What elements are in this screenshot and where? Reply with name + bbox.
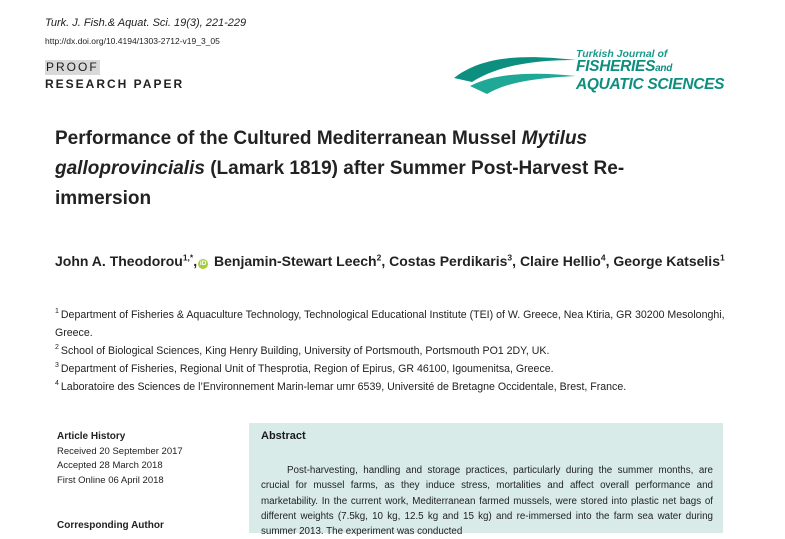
affiliation-item: $^4$ Laboratoire des Sciences de l’Environnement Marin-lemar umr 6539, Université de Bretagne Occidentale, Brest, France. — [55, 380, 627, 393]
received-date: Received 20 September 2017 — [57, 445, 183, 457]
journal-reference: Turk. J. Fish.& Aquat. Sci. 19(3), 221-229 — [45, 17, 247, 29]
author-name: John A. Theodorou — [55, 253, 183, 269]
logo-line-3: AQUATIC SCIENCES — [576, 76, 725, 93]
online-date: First Online 06 April 2018 — [57, 474, 164, 486]
author-name: Benjamin-Stewart Leech — [214, 253, 377, 269]
logo-line-1: Turkish Journal of — [576, 48, 668, 60]
article-history-heading: Article History — [57, 431, 126, 442]
doi-link[interactable]: http://dx.doi.org/10.4194/1303-2712-v19_3_05 — [45, 36, 220, 46]
abstract-heading: Abstract — [261, 430, 306, 442]
affiliation-item: $^2$ School of Biological Sciences, King Henry Building, University of Portsmouth, Portsmouth PO1 2DY, UK. — [55, 344, 550, 357]
paper-title: Performance of the Cultured Mediterranean Mussel Mytilus galloprovincialis (Lamark 1819) after Summer Post-Harvest Re-immersion — [55, 128, 625, 209]
author-name: Claire Hellio — [519, 253, 601, 269]
orcid-icon[interactable]: iD — [199, 260, 207, 267]
author-name: George Katselis — [613, 253, 720, 269]
affiliation-item: $^3$ Department of Fisheries, Regional Unit of Thesprotia, Region of Epirus, GR 46100, Igoumenitsa, Greece. — [55, 362, 554, 375]
affiliation-item: $^1$ Department of Fisheries & Aquaculture Technology, Technological Educational Institute (TEI) of W. Greece, Nea Ktiria, GR 30200 Mesolonghi, Greece. — [55, 308, 725, 339]
author-name: Costas Perdikaris — [389, 253, 508, 269]
fish-wave-icon — [452, 52, 582, 96]
accepted-date: Accepted 28 March 2018 — [57, 460, 163, 471]
logo-line-2: FISHERIESand — [576, 58, 673, 75]
article-history — [57, 430, 237, 488]
affiliations — [55, 306, 745, 396]
proof-label: PROOF — [46, 60, 99, 74]
journal-logo — [452, 48, 752, 100]
abstract-box — [249, 423, 723, 538]
abstract-text: Post-harvesting, handling and storage practices, particularly during the summer months, are crucial for mussel farms, as they induce stress, mortalities and affect overall performance and marketability. In the current work, Mediterranean farmed mussels, were stored into plastic net bags of different weights (7.5kg, 10 kg, 12.5 kg and 15 kg) and re-immersed into the farm sea water during summer 2013. The experiment was conducted — [261, 465, 713, 538]
article-type-label: RESEARCH PAPER — [45, 77, 185, 91]
author-list: John A. Theodorou$^{1,*}$, iD Benjamin-Stewart Leech$^2$, Costas Perdikaris$^3$, Claire Hellio$^4$, George Katselis$^1$ — [55, 252, 725, 269]
corresponding-author-heading: Corresponding Author — [57, 520, 164, 531]
